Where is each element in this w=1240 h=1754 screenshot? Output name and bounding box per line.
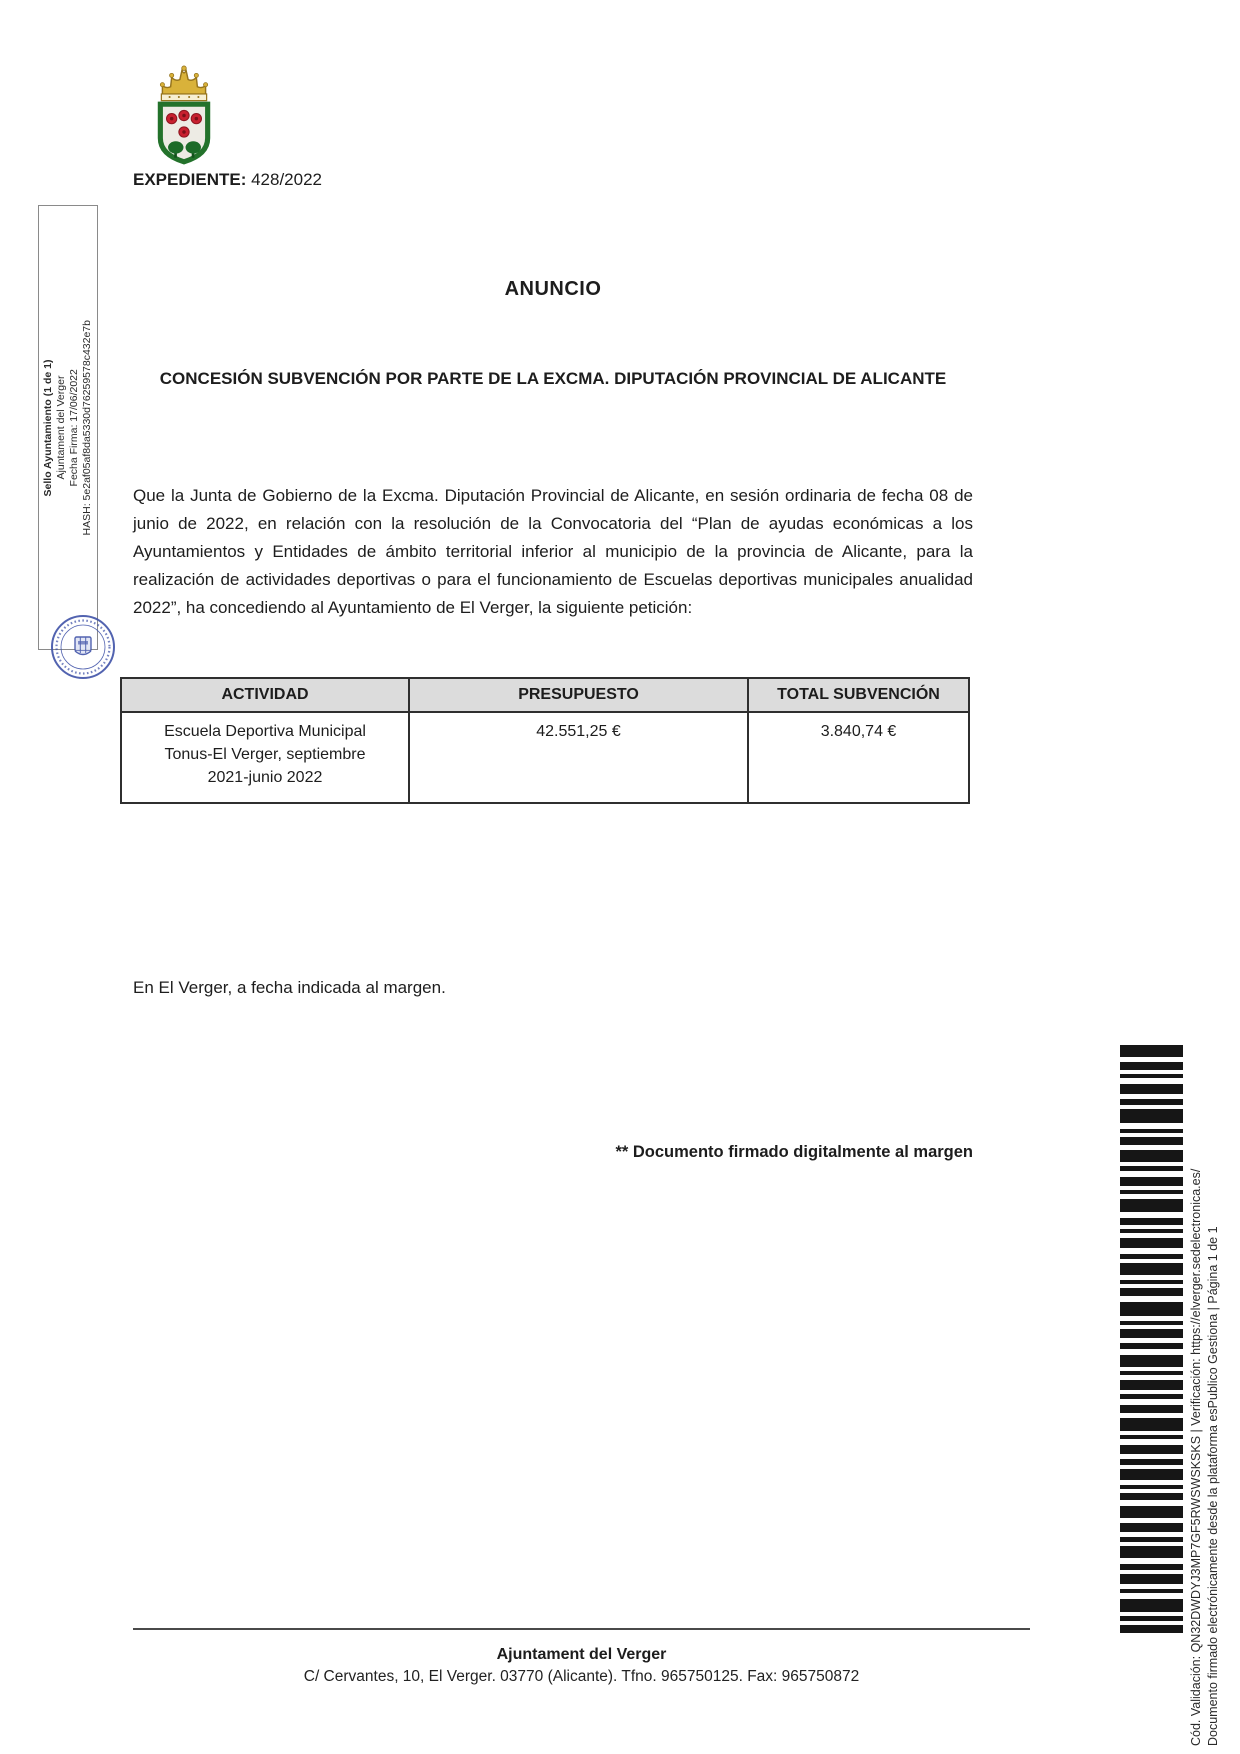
signature-note: ** Documento firmado digitalmente al margen bbox=[615, 1143, 973, 1161]
signature-stamp-text bbox=[42, 320, 94, 535]
barcode bbox=[1120, 1045, 1183, 1637]
closing-line: En El Verger, a fecha indicada al margen. bbox=[133, 978, 446, 997]
footer-address: C/ Cervantes, 10, El Verger. 03770 (Alicante). Tfno. 965750125. Fax: 965750872 bbox=[303, 1668, 860, 1685]
expediente-line bbox=[133, 170, 322, 190]
expediente-value: 428/2022 bbox=[251, 170, 322, 189]
col-header-total-subvencion: TOTAL SUBVENCIÓN bbox=[748, 678, 969, 712]
col-header-presupuesto: PRESUPUESTO bbox=[409, 678, 748, 712]
validation-code-text: Cód. Validación: QN32DWDYJ3MP7GF5RWSWSKSKS | Verificación: https://elverger.sedelectronica.es/ bbox=[1189, 1168, 1203, 1746]
signature-stamp-box bbox=[38, 205, 98, 650]
footer-org-name: Ajuntament del Verger bbox=[496, 1646, 667, 1663]
expediente-label: EXPEDIENTE: bbox=[133, 170, 247, 189]
grant-table bbox=[120, 677, 970, 804]
document-heading: CONCESIÓN SUBVENCIÓN POR PARTE DE LA EXCMA. DIPUTACIÓN PROVINCIAL DE ALICANTE bbox=[159, 369, 947, 388]
cell-actividad: Escuela Deportiva Municipal Tonus-El Verger, septiembre 2021-junio 2022 bbox=[121, 712, 409, 803]
platform-note-text: Documento firmado electrónicamente desde la plataforma esPublico Gestiona | Página 1 de 1 bbox=[1206, 1226, 1220, 1746]
table-row bbox=[121, 712, 969, 803]
barcode-captions bbox=[1188, 1040, 1221, 1746]
stamp-entity: Ajuntament del Verger bbox=[55, 375, 67, 480]
coat-of-arms-icon bbox=[148, 58, 220, 170]
page-title: ANUNCIO bbox=[504, 278, 602, 300]
cell-presupuesto: 42.551,25 € bbox=[409, 712, 748, 803]
col-header-actividad: ACTIVIDAD bbox=[121, 678, 409, 712]
cell-total-subvencion: 3.840,74 € bbox=[748, 712, 969, 803]
table-header-row bbox=[121, 678, 969, 712]
stamp-date: Fecha Firma: 17/06/2022 bbox=[68, 368, 80, 487]
footer-divider bbox=[133, 1628, 1030, 1630]
stamp-hash: HASH: 5e2af05af8da5330d76259578c432e7b bbox=[81, 319, 93, 536]
round-seal-icon bbox=[48, 612, 118, 682]
body-paragraph: Que la Junta de Gobierno de la Excma. Diputación Provincial de Alicante, en sesión ordinaria de fecha 08 de junio de 2022, en relación con la resolución de la Convocatoria del “Plan de ayudas económicas a los Ayuntamientos y Entidades de ámbito territorial inferior al municipio de la provincia de Alicante, para la realización de actividades deportivas o para el funcionamiento de Escuelas deportivas municipales anualidad 2022”, ha concediendo al Ayuntamiento de El Verger, la siguiente petición: bbox=[133, 486, 973, 617]
stamp-title: Sello Ayuntamiento (1 de 1) bbox=[42, 359, 54, 496]
footer bbox=[133, 1644, 1030, 1688]
